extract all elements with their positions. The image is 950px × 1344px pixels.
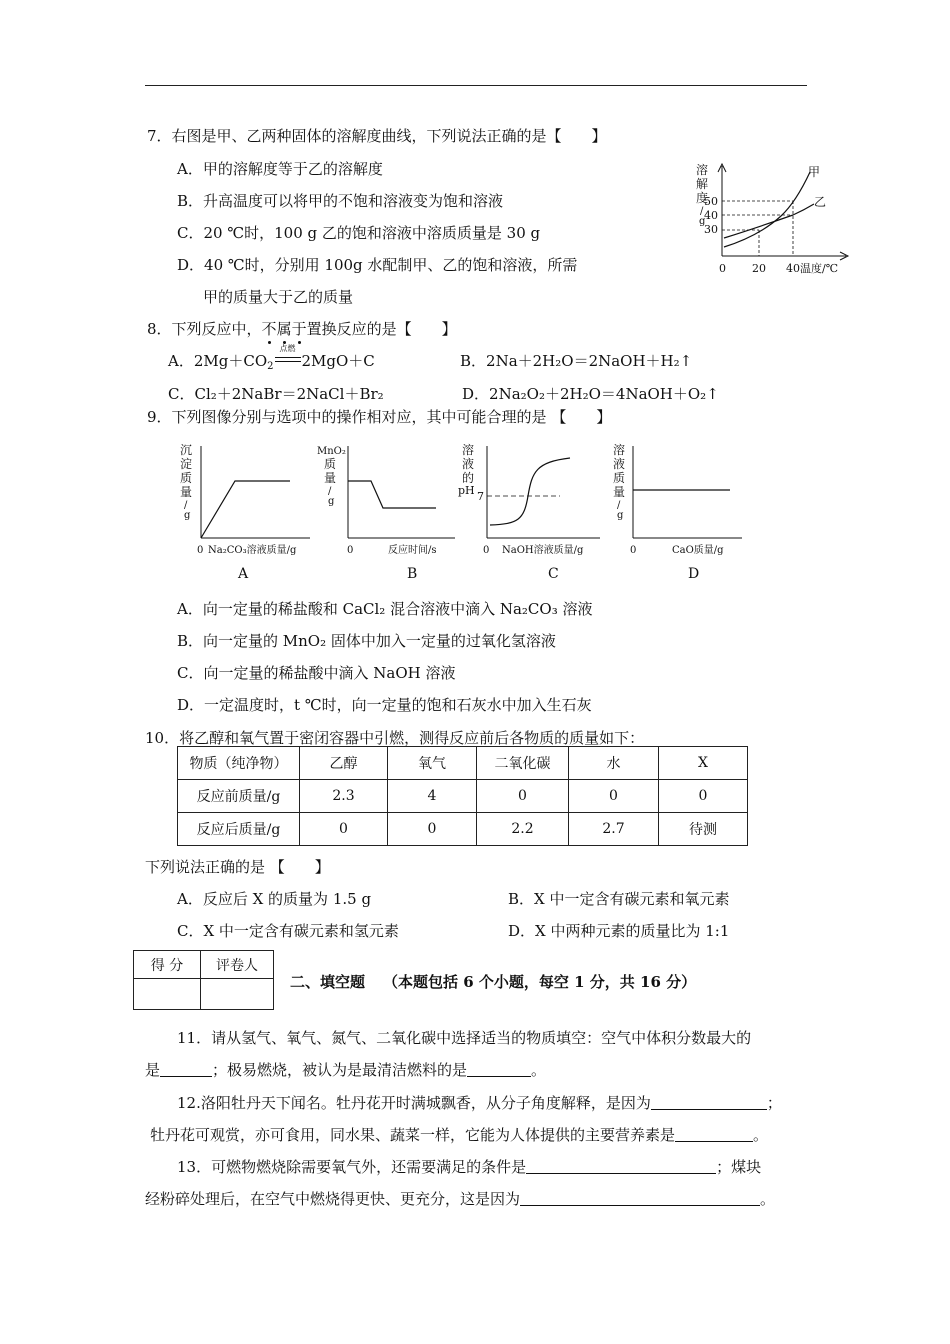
ylabel-4: / <box>700 206 704 217</box>
cell: 0 <box>477 780 569 813</box>
q11-blank-2[interactable] <box>467 1062 531 1077</box>
gb-line <box>348 481 436 508</box>
grader-label: 评卷人 <box>201 951 274 979</box>
cell: 待测 <box>659 813 748 846</box>
gc-yl-2: 液 <box>462 457 475 471</box>
q8-stem: 8．下列反应中，不属于置换反应的是【 】 <box>147 320 457 338</box>
q9-option-a: A．向一定量的稀盐酸和 CaCl₂ 混合溶液中滴入 Na₂CO₃ 溶液 <box>177 600 593 618</box>
q13-line2: 经粉碎处理后，在空气中燃烧得更快、更充分，这是因为 。 <box>145 1190 776 1208</box>
q7-option-d: D．40 ℃时，分别用 100g 水配制甲、乙的饱和溶液，所需 <box>177 256 578 274</box>
gc-letter: C <box>548 566 559 582</box>
q12-line2: 牡丹花可观赏，亦可食用，同水果、蔬菜一样，它能为人体提供的主要营养素是 。 <box>150 1126 769 1144</box>
q9-option-c: C．向一定量的稀盐酸中滴入 NaOH 溶液 <box>177 664 456 682</box>
graph-c <box>458 442 600 582</box>
xtick-20: 20 <box>752 262 766 275</box>
q10-stem: 10．将乙醇和氧气置于密闭容器中引燃，测得反应前后各物质的质量如下： <box>145 729 645 747</box>
q13-blank-2[interactable] <box>520 1191 760 1206</box>
ga-line <box>201 481 290 538</box>
solubility-graph <box>686 158 866 280</box>
section2-title: 二、填空题 <box>290 973 366 991</box>
ylabel-5: g <box>699 216 706 227</box>
gb-xlabel: 反应时间/s <box>388 545 437 556</box>
q10-option-a: A．反应后 X 的质量为 1.5 g <box>177 890 372 908</box>
q8-option-a: A．$2Mg+CO_2$ 点燃 2MgO＋C <box>168 344 375 372</box>
cell: 2.2 <box>477 813 569 846</box>
curve-yi <box>724 204 814 238</box>
section2-note: （本题包括 6 个小题，每空 1 分，共 16 分） <box>383 973 697 991</box>
gb-origin: 0 <box>347 545 354 556</box>
q13-blank-1[interactable] <box>526 1159 716 1174</box>
ga-xlabel: Na₂CO₃溶液质量/g <box>208 545 297 556</box>
curve-jia <box>724 172 810 247</box>
ga-letter: A <box>238 566 249 582</box>
q9-graphs <box>170 438 770 586</box>
score-cell[interactable] <box>134 979 201 1010</box>
grader-cell[interactable] <box>201 979 274 1010</box>
gc-curve <box>490 458 570 525</box>
xtick-40: 40 <box>786 262 800 275</box>
cell: 0 <box>659 780 748 813</box>
gb-letter: B <box>407 566 418 582</box>
ignite-condition: 点燃 <box>279 344 296 353</box>
gb-yl-4: / <box>328 486 332 497</box>
gd-yl-2: 液 <box>613 457 626 471</box>
ylabel-2: 解 <box>696 177 709 191</box>
graph-d <box>613 442 742 582</box>
q8-option-d: D．2Na₂O₂＋2H₂O＝4NaOH＋O₂↑ <box>462 385 719 403</box>
gb-yl-5: g <box>328 496 335 507</box>
label-yi: 乙 <box>814 195 827 209</box>
ytick-50: 50 <box>704 195 718 208</box>
label-jia: 甲 <box>808 165 821 179</box>
ga-yl-4: 量 <box>180 485 193 499</box>
q11-line2: 是 ；极易燃烧，被认为是最清洁燃料的是 。 <box>145 1061 547 1079</box>
q10-option-d: D．X 中两种元素的质量比为 1:1 <box>508 922 730 940</box>
ylabel-1: 溶 <box>696 163 709 177</box>
cell: 反应后质量/g <box>178 813 300 846</box>
q9-option-b: B．向一定量的 MnO₂ 固体中加入一定量的过氧化氢溶液 <box>177 632 556 650</box>
cell: 2.7 <box>569 813 659 846</box>
cell: 0 <box>569 780 659 813</box>
gb-yl-2: 质 <box>324 457 337 471</box>
q9-stem: 9．下列图像分别与选项中的操作相对应，其中可能合理的是 【 】 <box>147 408 612 426</box>
ytick-30: 30 <box>704 223 718 236</box>
q12-blank-2[interactable] <box>675 1127 753 1142</box>
q10-option-b: B．X 中一定含有碳元素和氧元素 <box>508 890 730 908</box>
q8-option-b: B．2Na＋2H₂O＝2NaOH＋H₂↑ <box>460 352 693 370</box>
th-substance: 物质（纯净物） <box>178 747 300 780</box>
th-oxygen: 氧气 <box>388 747 477 780</box>
ga-yl-6: g <box>184 510 191 521</box>
ga-yl-2: 淀 <box>180 457 193 471</box>
cell: 0 <box>388 813 477 846</box>
cell: 反应前质量/g <box>178 780 300 813</box>
ytick-40: 40 <box>704 209 718 222</box>
gc-ph7: 7 <box>477 490 484 503</box>
q10-option-c: C．X 中一定含有碳元素和氢元素 <box>177 922 399 940</box>
q12-line1: 12.洛阳牡丹天下闻名。牡丹花开时满城飘香，从分子角度解释，是因为 ； <box>177 1094 782 1112</box>
gd-yl-5: / <box>617 500 621 511</box>
ga-yl-3: 质 <box>180 471 193 485</box>
q7-option-c: C．20 ℃时，100 g 乙的饱和溶液中溶质质量是 30 g <box>177 224 541 242</box>
q7-option-a: A．甲的溶解度等于乙的溶解度 <box>177 160 383 178</box>
th-co2: 二氧化碳 <box>477 747 569 780</box>
q13-line1: 13．可燃物燃烧除需要氧气外，还需要满足的条件是 ；煤块 <box>177 1158 762 1176</box>
q11-blank-1[interactable] <box>160 1062 212 1077</box>
q7-stem: 7．右图是甲、乙两种固体的溶解度曲线，下列说法正确的是【 】 <box>147 127 607 145</box>
gd-xlabel: CaO质量/g <box>672 545 724 556</box>
cell: 0 <box>300 813 388 846</box>
q8-option-c: C．Cl₂＋2NaBr＝2NaCl＋Br₂ <box>168 385 384 403</box>
gc-yl-1: 溶 <box>462 443 475 457</box>
th-x: X <box>659 747 748 780</box>
score-label: 得 分 <box>134 951 201 979</box>
th-ethanol: 乙醇 <box>300 747 388 780</box>
th-water: 水 <box>569 747 659 780</box>
q10-table <box>177 746 748 846</box>
cell: 2.3 <box>300 780 388 813</box>
gd-yl-3: 质 <box>613 471 626 485</box>
gc-xlabel: NaOH溶液质量/g <box>502 545 584 556</box>
section2-heading <box>290 971 696 992</box>
q9-option-d: D．一定温度时，t ℃时，向一定量的饱和石灰水中加入生石灰 <box>177 696 592 714</box>
q7-option-d-cont: 甲的质量大于乙的质量 <box>203 288 354 306</box>
score-box <box>133 950 274 1010</box>
gd-yl-6: g <box>617 510 624 521</box>
graph-b <box>317 446 455 582</box>
ga-origin: 0 <box>197 545 204 556</box>
ga-yl-5: / <box>184 500 188 511</box>
q11-line1: 11．请从氢气、氧气、氮气、二氧化碳中选择适当的物质填空：空气中体积分数最大的 <box>177 1029 752 1047</box>
gb-yl-1: MnO₂ <box>317 446 346 457</box>
gd-origin: 0 <box>630 545 637 556</box>
table-row <box>178 780 748 813</box>
gc-yl-3: 的 <box>462 471 475 485</box>
q7-option-b: B．升高温度可以将甲的不饱和溶液变为饱和溶液 <box>177 192 504 210</box>
gd-letter: D <box>688 566 700 582</box>
gd-yl-1: 溶 <box>613 443 626 457</box>
gc-origin: 0 <box>483 545 490 556</box>
ylabel-3: 度 <box>696 191 709 205</box>
header-rule <box>145 85 807 86</box>
table-row <box>178 813 748 846</box>
graph-a <box>180 443 310 582</box>
q10-sub: 下列说法正确的是 【 】 <box>145 858 330 876</box>
gb-yl-3: 量 <box>324 471 337 485</box>
q12-blank-1[interactable] <box>651 1095 767 1110</box>
xtick-0: 0 <box>719 262 726 275</box>
xlabel: 温度/℃ <box>800 262 839 275</box>
gc-yl-4: pH <box>458 484 475 497</box>
table-header-row <box>178 747 748 780</box>
gd-yl-4: 量 <box>613 485 626 499</box>
ga-yl-1: 沉 <box>180 443 193 457</box>
cell: 4 <box>388 780 477 813</box>
